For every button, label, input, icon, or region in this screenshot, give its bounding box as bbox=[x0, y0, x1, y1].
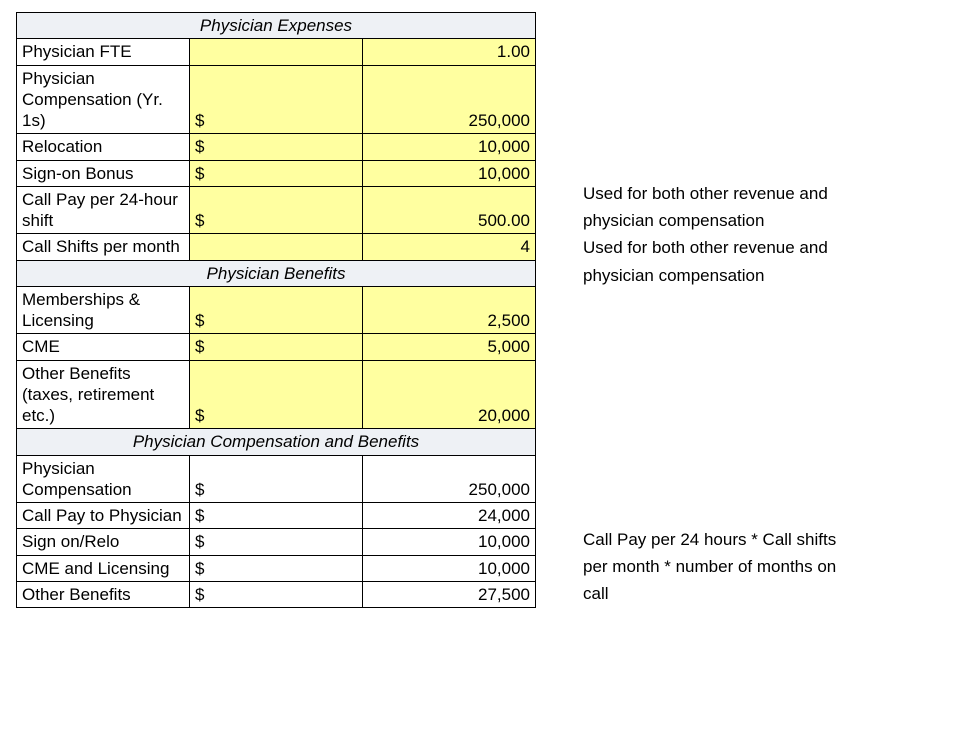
row-value-other-benefits-detail[interactable]: 20,000 bbox=[363, 360, 536, 429]
row-currency-physician-compensation-yr1: $ bbox=[190, 65, 363, 134]
row-label-cme: CME bbox=[17, 334, 190, 360]
row-value-physician-fte[interactable]: 1.00 bbox=[363, 39, 536, 65]
annotation-line: Used for both other revenue and bbox=[583, 238, 828, 258]
row-label-sign-on-relo: Sign on/Relo bbox=[17, 529, 190, 555]
physician-expenses-table bbox=[16, 12, 536, 608]
table-row bbox=[17, 186, 536, 234]
row-value-other-benefits[interactable]: 27,500 bbox=[363, 581, 536, 607]
table-row bbox=[17, 234, 536, 260]
row-value-sign-on-relo[interactable]: 10,000 bbox=[363, 529, 536, 555]
row-currency-memberships-licensing: $ bbox=[190, 286, 363, 334]
section-header-compensation-and-benefits: Physician Compensation and Benefits bbox=[17, 429, 536, 455]
row-currency-other-benefits: $ bbox=[190, 581, 363, 607]
row-label-call-pay-per-shift: Call Pay per 24-hour shift bbox=[17, 186, 190, 234]
table-row bbox=[17, 286, 536, 334]
row-value-cme[interactable]: 5,000 bbox=[363, 334, 536, 360]
annotation-line: Used for both other revenue and bbox=[583, 184, 828, 203]
row-currency-call-pay-per-shift: $ bbox=[190, 186, 363, 234]
table-row bbox=[17, 581, 536, 607]
table-row bbox=[17, 455, 536, 503]
row-currency-physician-compensation: $ bbox=[190, 455, 363, 503]
row-label-call-pay-to-physician: Call Pay to Physician bbox=[17, 503, 190, 529]
spreadsheet-table bbox=[16, 12, 536, 608]
row-label-physician-compensation: Physician Compensation bbox=[17, 455, 190, 503]
row-label-other-benefits-detail: Other Benefits (taxes, retirement etc.) bbox=[17, 360, 190, 429]
table-row bbox=[17, 160, 536, 186]
row-currency-physician-fte bbox=[190, 39, 363, 65]
row-value-sign-on-bonus[interactable]: 10,000 bbox=[363, 160, 536, 186]
row-currency-sign-on-bonus: $ bbox=[190, 160, 363, 186]
row-value-memberships-licensing[interactable]: 2,500 bbox=[363, 286, 536, 334]
annotation-line: per month * number of months on bbox=[583, 557, 837, 577]
row-label-physician-fte: Physician FTE bbox=[17, 39, 190, 65]
row-currency-relocation: $ bbox=[190, 134, 363, 160]
table-row-section bbox=[17, 260, 536, 286]
table-row-section bbox=[17, 429, 536, 455]
row-value-physician-compensation-yr1[interactable]: 250,000 bbox=[363, 65, 536, 134]
annotation-line: physician compensation bbox=[583, 211, 765, 231]
table-row bbox=[17, 529, 536, 555]
table-row bbox=[17, 39, 536, 65]
row-label-other-benefits: Other Benefits bbox=[17, 581, 190, 607]
table-row bbox=[17, 134, 536, 160]
row-label-physician-compensation-yr1: Physician Compensation (Yr. 1s) bbox=[17, 65, 190, 134]
row-currency-cme: $ bbox=[190, 334, 363, 360]
table-row bbox=[17, 555, 536, 581]
annotation-line: Call Pay per 24 hours * Call shifts bbox=[583, 530, 837, 549]
annotation-call-pay-formula bbox=[583, 526, 933, 608]
row-label-call-shifts-per-month: Call Shifts per month bbox=[17, 234, 190, 260]
annotation-line: call bbox=[583, 584, 609, 604]
row-label-cme-and-licensing: CME and Licensing bbox=[17, 555, 190, 581]
section-header-physician-benefits: Physician Benefits bbox=[17, 260, 536, 286]
row-value-call-pay-per-shift[interactable]: 500.00 bbox=[363, 186, 536, 234]
row-value-physician-compensation[interactable]: 250,000 bbox=[363, 455, 536, 503]
row-currency-sign-on-relo: $ bbox=[190, 529, 363, 555]
table-row bbox=[17, 503, 536, 529]
row-label-relocation: Relocation bbox=[17, 134, 190, 160]
row-currency-call-shifts-per-month bbox=[190, 234, 363, 260]
annotation-call-pay-usage bbox=[583, 180, 923, 289]
row-currency-cme-and-licensing: $ bbox=[190, 555, 363, 581]
table-row-section bbox=[17, 13, 536, 39]
row-currency-call-pay-to-physician: $ bbox=[190, 503, 363, 529]
table-row bbox=[17, 334, 536, 360]
table-row bbox=[17, 65, 536, 134]
row-value-call-shifts-per-month[interactable]: 4 bbox=[363, 234, 536, 260]
annotation-line: physician compensation bbox=[583, 265, 765, 285]
row-label-sign-on-bonus: Sign-on Bonus bbox=[17, 160, 190, 186]
row-label-memberships-licensing: Memberships & Licensing bbox=[17, 286, 190, 334]
table-row bbox=[17, 360, 536, 429]
section-header-physician-expenses: Physician Expenses bbox=[17, 13, 536, 39]
row-value-cme-and-licensing[interactable]: 10,000 bbox=[363, 555, 536, 581]
row-currency-other-benefits-detail: $ bbox=[190, 360, 363, 429]
row-value-call-pay-to-physician[interactable]: 24,000 bbox=[363, 503, 536, 529]
row-value-relocation[interactable]: 10,000 bbox=[363, 134, 536, 160]
